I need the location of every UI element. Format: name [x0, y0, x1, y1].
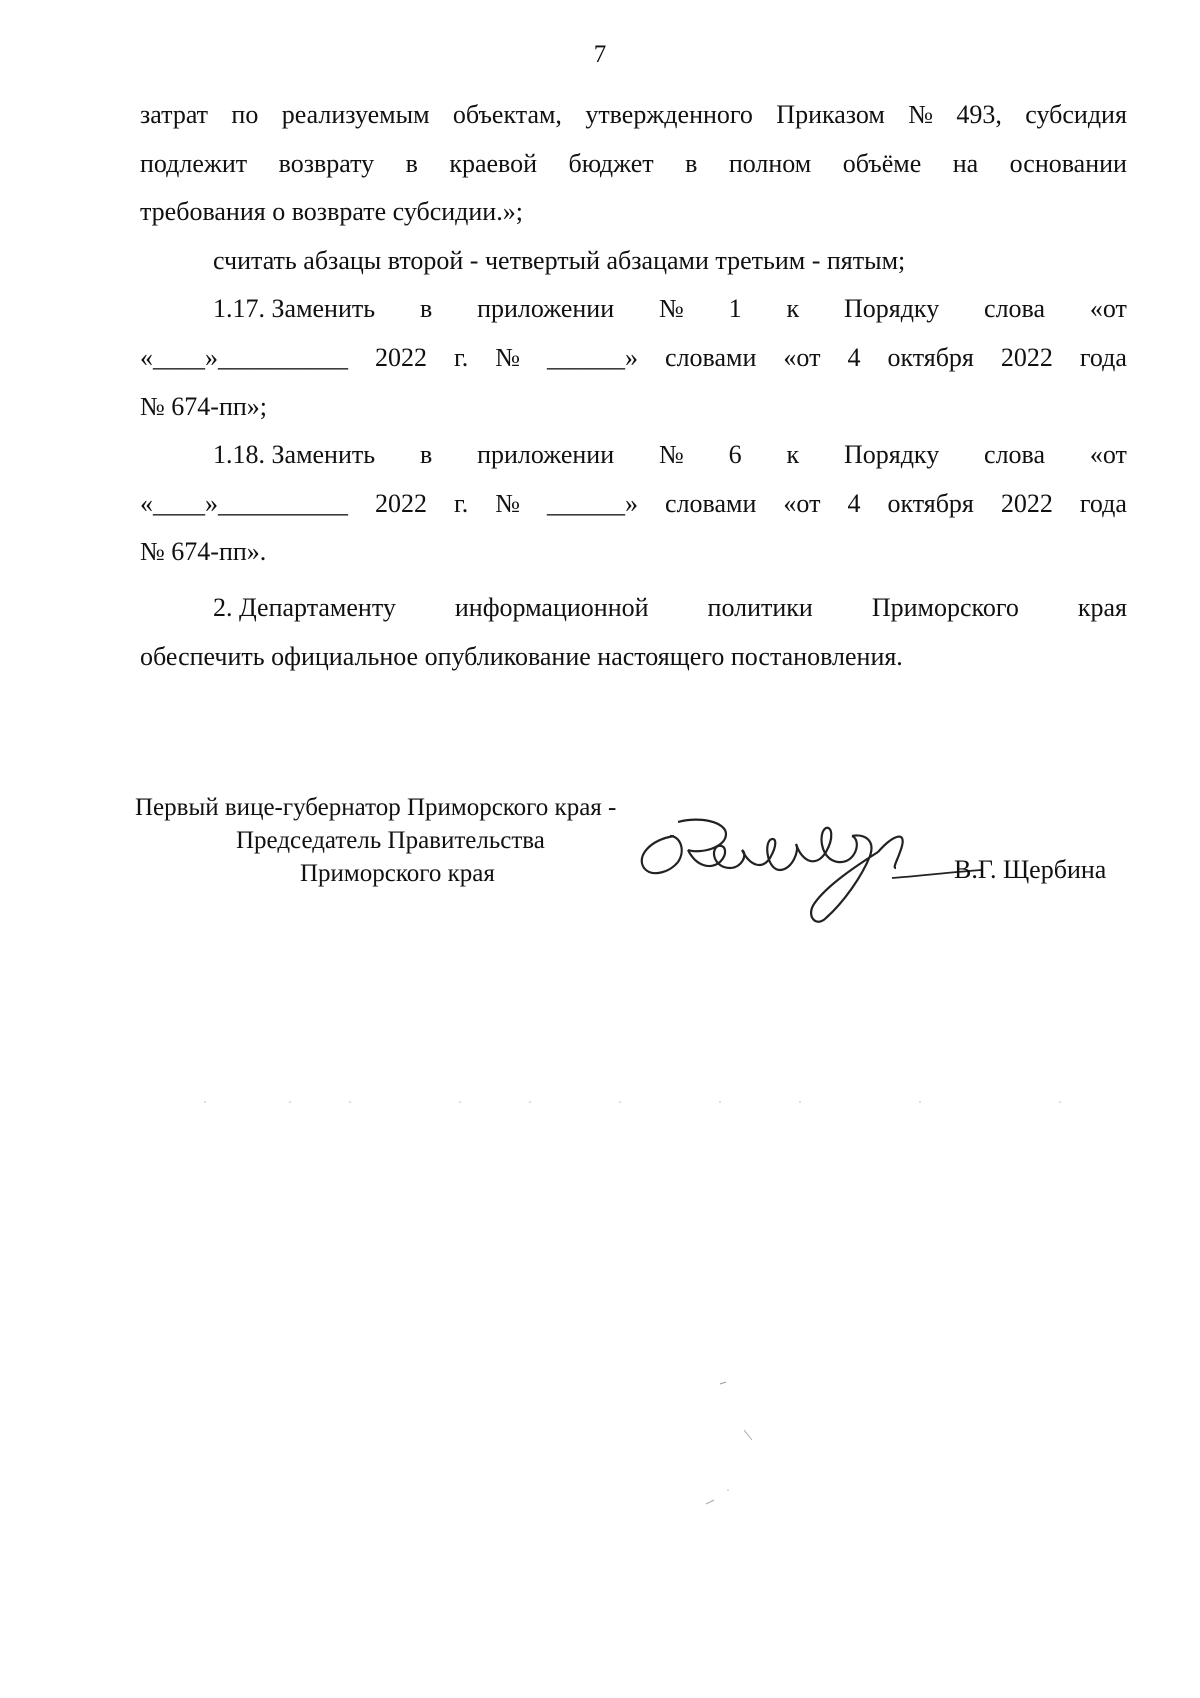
word: бюджет — [568, 148, 654, 178]
page-number: 7 — [593, 41, 607, 68]
item-1-18-line — [140, 431, 1127, 480]
word: Приморского — [871, 592, 1019, 622]
text-line — [140, 140, 1127, 189]
word: затрат — [140, 100, 209, 129]
word: Приказом — [776, 100, 885, 129]
word: Порядку — [843, 294, 940, 324]
word: слова — [984, 294, 1046, 324]
word: ______» — [547, 342, 639, 372]
word: № — [658, 294, 684, 324]
signatory-name: В.Г. Щербина — [954, 855, 1107, 884]
renumber-paragraph: считать абзацы второй - четвертый абзацами третьим - пятым; — [213, 245, 906, 275]
word: 6 — [728, 440, 742, 470]
word: политики — [707, 592, 813, 622]
word: словами — [665, 342, 757, 372]
word: октября — [887, 488, 974, 518]
word: 2022 — [1000, 488, 1053, 518]
word: к — [786, 440, 800, 470]
word: 4 — [847, 342, 861, 372]
word: «от — [1089, 440, 1127, 470]
word: «от — [1089, 294, 1127, 324]
signatory-role-line: Председатель Правительства — [236, 827, 545, 854]
word: объёме — [842, 148, 922, 178]
word: утвержденного — [585, 100, 753, 129]
word: 2022 — [375, 488, 427, 518]
word: в — [419, 440, 433, 470]
word: субсидия — [1025, 100, 1127, 129]
word: ______» — [547, 488, 639, 518]
word: приложении — [477, 440, 615, 470]
spacer — [140, 577, 1127, 584]
word: в — [419, 294, 433, 324]
word: в — [405, 148, 418, 178]
word: «____»__________ — [140, 488, 348, 518]
word: словами — [665, 488, 757, 518]
item-1-18-line: № 674-пп». — [140, 537, 267, 567]
signatory-role-line: Первый вице-губернатор Приморского края - — [135, 794, 617, 821]
word: полном — [728, 148, 812, 178]
item-2-line — [140, 584, 1127, 633]
word: в — [685, 148, 698, 178]
word: г. — [454, 488, 469, 518]
scan-speckle — [200, 1100, 1100, 1104]
signatory-role-line: Приморского края — [300, 860, 495, 887]
word: 1.17. Заменить — [213, 294, 376, 324]
word: объектам, — [452, 100, 562, 129]
text-line — [140, 91, 1127, 140]
word: 2022 — [375, 342, 427, 372]
item-1-17-line: № 674-пп»; — [140, 391, 268, 421]
word: края — [1077, 592, 1127, 622]
word: года — [1079, 342, 1127, 372]
scan-speckle — [700, 1380, 780, 1510]
word: № — [908, 100, 934, 129]
word: 1.18. Заменить — [213, 440, 376, 470]
word: приложении — [477, 294, 615, 324]
document-body — [140, 91, 1127, 681]
word: № — [495, 488, 521, 518]
text-line: требования о возврате субсидии.»; — [140, 197, 523, 227]
word: 2022 — [1000, 342, 1053, 372]
word: № — [495, 342, 521, 372]
word: г. — [454, 342, 469, 372]
word: Порядку — [843, 440, 940, 470]
word: возврату — [278, 148, 375, 178]
word: подлежит — [140, 148, 248, 178]
word: 1 — [728, 294, 742, 324]
word: информационной — [454, 592, 649, 622]
word: 2. Департаменту — [213, 592, 396, 622]
word: октября — [887, 342, 974, 372]
word: краевой — [449, 148, 538, 178]
word: слова — [984, 440, 1046, 470]
item-1-17-line — [140, 285, 1127, 334]
word: № — [658, 440, 684, 470]
word: «от — [783, 488, 821, 518]
item-1-17-line — [140, 334, 1127, 383]
word: года — [1079, 488, 1127, 518]
item-2-line: обеспечить официальное опубликование настоящего постановления. — [140, 641, 903, 671]
word: 493, — [956, 100, 1002, 129]
word: 4 — [847, 488, 861, 518]
word: по — [231, 100, 259, 129]
word: реализуемым — [281, 100, 430, 129]
word: «от — [783, 342, 821, 372]
word: «____»__________ — [140, 342, 348, 372]
word: к — [786, 294, 800, 324]
word: основании — [1009, 148, 1127, 178]
item-1-18-line — [140, 480, 1127, 529]
word: на — [952, 148, 979, 178]
